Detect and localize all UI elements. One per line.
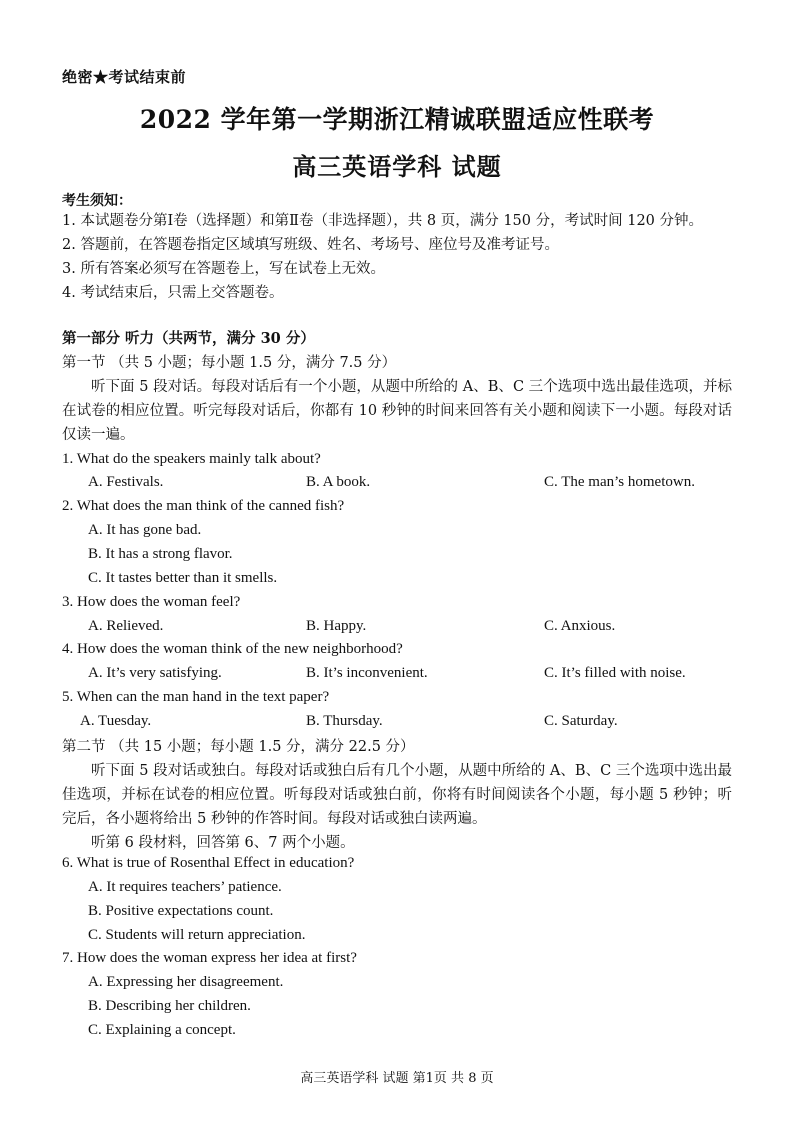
notice-item-4: 4. 考试结束后，只需上交答题卷。: [62, 285, 284, 301]
question-4-option-a: A. It’s very satisfying.: [88, 665, 222, 681]
part1-heading: 第一部分 听力（共两节，满分 30 分）: [62, 330, 315, 347]
secret-mark: 绝密★考试结束前: [62, 68, 187, 86]
question-2-option-a: A. It has gone bad.: [88, 522, 202, 538]
notice-item-3: 3. 所有答案必须写在答题卷上，写在试卷上无效。: [62, 261, 385, 277]
question-4-option-b: B. It’s inconvenient.: [306, 665, 428, 681]
question-2-option-c: C. It tastes better than it smells.: [88, 570, 278, 586]
section2-heading: 第二节 （共 15 小题；每小题 1.5 分，满分 22.5 分）: [62, 739, 415, 755]
question-5-option-b: B. Thursday.: [306, 713, 383, 729]
question-7-option-c: C. Explaining a concept.: [88, 1022, 236, 1038]
section1-instructions: 听下面 5 段对话。每段对话后有一个小题，从题中所给的 A、B、C 三个选项中选出最佳选项，并标在试卷的相应位置。听完每段对话后，你都有 10 秒钟的时间来回答有关小题和阅读下一小题。每段对话仅读一遍。: [62, 379, 732, 443]
question-5-stem: 5. When can the man hand in the text paper?: [62, 689, 330, 705]
question-7-option-a: A. Expressing her disagreement.: [88, 974, 284, 990]
question-2-stem: 2. What does the man think of the canned fish?: [62, 498, 345, 514]
question-1-option-c: C. The man’s hometown.: [544, 474, 695, 490]
question-4-stem: 4. How does the woman think of the new neighborhood?: [62, 641, 403, 657]
section1-heading: 第一节 （共 5 小题；每小题 1.5 分，满分 7.5 分）: [62, 355, 397, 371]
section2-material-note: 听第 6 段材料，回答第 6、7 两个小题。: [91, 835, 355, 851]
question-6-option-a: A. It requires teachers’ patience.: [88, 879, 282, 895]
page-footer: 高三英语学科 试题 第1页 共 8 页: [300, 1071, 494, 1086]
question-3-stem: 3. How does the woman feel?: [62, 594, 241, 610]
notice-heading: 考生须知：: [62, 193, 132, 209]
question-7-stem: 7. How does the woman express her idea at first?: [62, 950, 357, 966]
question-7-option-b: B. Describing her children.: [88, 998, 251, 1014]
question-6-stem: 6. What is true of Rosenthal Effect in education?: [62, 855, 355, 871]
question-5-option-c: C. Saturday.: [544, 713, 618, 729]
question-6-option-b: B. Positive expectations count.: [88, 903, 274, 919]
section2-instructions: 听下面 5 段对话或独白。每段对话或独白后有几个小题，从题中所给的 A、B、C 三个选项中选出最佳选项，并标在试卷的相应位置。听每段对话或独白前，你将有时间阅读各个小题，每小题 5 秒钟；听完后，各小题将给出 5 秒钟的作答时间。每段对话或独白读两遍。: [62, 763, 732, 827]
question-3-option-c: C. Anxious.: [544, 618, 616, 634]
exam-title: 2022 学年第一学期浙江精诚联盟适应性联考: [139, 105, 655, 134]
exam-subtitle: 高三英语学科 试题: [292, 152, 502, 181]
question-3-option-b: B. Happy.: [306, 618, 367, 634]
question-3-option-a: A. Relieved.: [88, 618, 164, 634]
question-2-option-b: B. It has a strong flavor.: [88, 546, 233, 562]
question-5-option-a: A. Tuesday.: [80, 713, 152, 729]
notice-item-2: 2. 答题前，在答题卷指定区域填写班级、姓名、考场号、座位号及准考证号。: [62, 237, 559, 253]
question-1-stem: 1. What do the speakers mainly talk about?: [62, 451, 321, 467]
notice-item-1: 1. 本试题卷分第Ⅰ卷（选择题）和第Ⅱ卷（非选择题），共 8 页，满分 150 分，考试时间 120 分钟。: [62, 213, 704, 229]
question-6-option-c: C. Students will return appreciation.: [88, 927, 306, 943]
question-4-option-c: C. It’s filled with noise.: [544, 665, 686, 681]
question-1-option-b: B. A book.: [306, 474, 371, 490]
question-1-option-a: A. Festivals.: [88, 474, 164, 490]
